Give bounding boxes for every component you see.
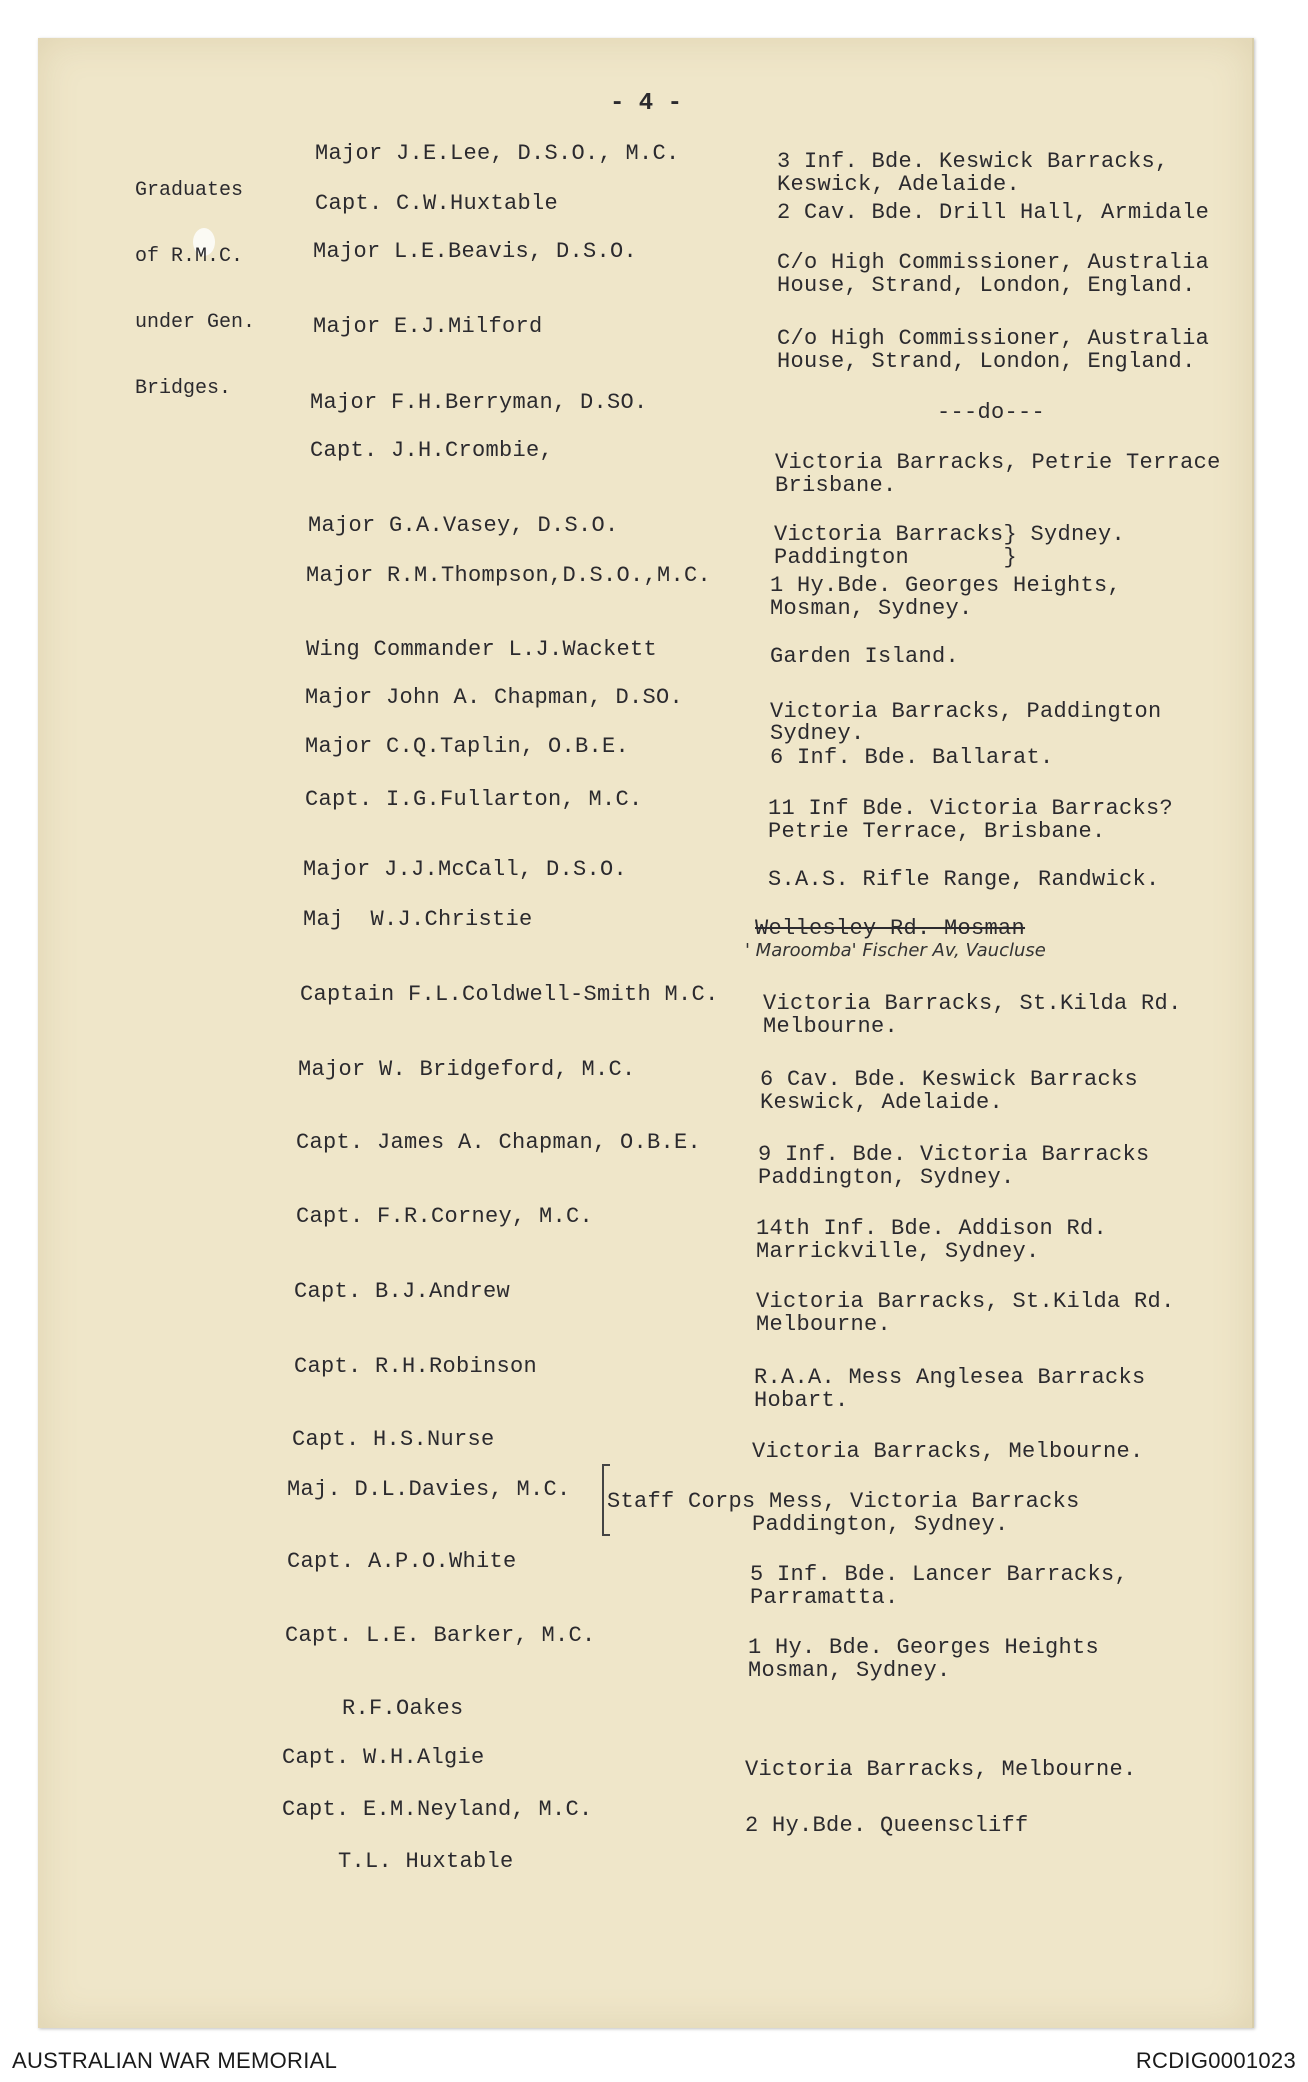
entry-name: Capt. E.M.Neyland, M.C. bbox=[282, 1797, 593, 1822]
entry-name: Major W. Bridgeford, M.C. bbox=[298, 1057, 636, 1082]
entry-address-line: Keswick, Adelaide. bbox=[777, 172, 1021, 197]
entry-address-line: Victoria Barracks, Paddington bbox=[770, 699, 1162, 724]
entry-name: Capt. R.H.Robinson bbox=[294, 1354, 538, 1379]
entry-address-line: Staff Corps Mess, Victoria Barracks bbox=[607, 1489, 1080, 1514]
entry-address-line: Garden Island. bbox=[770, 644, 960, 669]
entry-address-line: House, Strand, London, England. bbox=[777, 349, 1196, 374]
entry-address-line: Keswick, Adelaide. bbox=[760, 1090, 1004, 1115]
entry-name: Capt. H.S.Nurse bbox=[292, 1427, 495, 1452]
entry-address-line: 6 Inf. Bde. Ballarat. bbox=[770, 745, 1054, 770]
entry-name: Major E.J.Milford bbox=[313, 314, 543, 339]
entry-address-line: Mosman, Sydney. bbox=[770, 596, 973, 621]
entry-address-line: Hobart. bbox=[754, 1388, 849, 1413]
footer-archive-name: AUSTRALIAN WAR MEMORIAL bbox=[12, 2048, 338, 2073]
entry-address-line: R.A.A. Mess Anglesea Barracks bbox=[754, 1365, 1146, 1390]
entry-name: Maj. D.L.Davies, M.C. bbox=[287, 1477, 571, 1502]
entry-name: T.L. Huxtable bbox=[338, 1849, 514, 1874]
entry-name: Captain F.L.Coldwell-Smith M.C. bbox=[300, 982, 719, 1007]
page-number: - 4 - bbox=[610, 90, 683, 117]
entry-address-line: C/o High Commissioner, Australia bbox=[777, 326, 1210, 351]
entry-address-line: Paddington } bbox=[774, 545, 1018, 570]
margin-note-line: of R.M.C. bbox=[135, 245, 244, 268]
entry-address-line: Marrickville, Sydney. bbox=[756, 1239, 1040, 1264]
entry-name: Capt. I.G.Fullarton, M.C. bbox=[305, 787, 643, 812]
entry-address-line: House, Strand, London, England. bbox=[777, 273, 1196, 298]
entry-name: Major L.E.Beavis, D.S.O. bbox=[313, 239, 638, 264]
entry-address-line: 5 Inf. Bde. Lancer Barracks, bbox=[750, 1562, 1129, 1587]
entry-address-line: 9 Inf. Bde. Victoria Barracks bbox=[758, 1142, 1150, 1167]
entry-name: Major John A. Chapman, D.SO. bbox=[305, 685, 684, 710]
entry-name: Wing Commander L.J.Wackett bbox=[306, 637, 658, 662]
entry-address-line: Melbourne. bbox=[763, 1014, 899, 1039]
entry-address-line: Victoria Barracks, St.Kilda Rd. bbox=[756, 1289, 1175, 1314]
entry-name: Major J.J.McCall, D.S.O. bbox=[303, 857, 628, 882]
entry-address-line: 11 Inf Bde. Victoria Barracks? bbox=[768, 796, 1174, 821]
entry-name: Capt. B.J.Andrew bbox=[294, 1279, 511, 1304]
entry-name: Major F.H.Berryman, D.SO. bbox=[310, 390, 648, 415]
entry-address-line: 3 Inf. Bde. Keswick Barracks, bbox=[777, 149, 1169, 174]
entry-name: R.F.Oakes bbox=[342, 1696, 464, 1721]
entry-address-line: Sydney. bbox=[770, 721, 865, 746]
entry-address-line: ---do--- bbox=[937, 400, 1046, 425]
entry-address-line: Victoria Barracks, Melbourne. bbox=[752, 1439, 1144, 1464]
struck-address: Wellesley Rd. Mosman bbox=[755, 916, 1026, 941]
margin-note-line: under Gen. bbox=[135, 311, 256, 334]
entry-name: Major C.Q.Taplin, O.B.E. bbox=[305, 734, 630, 759]
entry-address-line: Parramatta. bbox=[750, 1585, 899, 1610]
entry-name: Capt. James A. Chapman, O.B.E. bbox=[296, 1130, 702, 1155]
entry-address-line: 1 Hy.Bde. Georges Heights, bbox=[770, 573, 1122, 598]
entry-name: Capt. W.H.Algie bbox=[282, 1745, 485, 1770]
entry-address-line: Petrie Terrace, Brisbane. bbox=[768, 819, 1106, 844]
entry-address-line: Mosman, Sydney. bbox=[748, 1658, 951, 1683]
entry-name: Capt. F.R.Corney, M.C. bbox=[296, 1204, 594, 1229]
entry-address-line: Melbourne. bbox=[756, 1312, 892, 1337]
entry-address-line: S.A.S. Rifle Range, Randwick. bbox=[768, 867, 1160, 892]
entry-name: Capt. J.H.Crombie, bbox=[310, 438, 554, 463]
entry-address-line: Victoria Barracks, Melbourne. bbox=[745, 1757, 1137, 1782]
entry-address-line: 6 Cav. Bde. Keswick Barracks bbox=[760, 1067, 1139, 1092]
margin-note-line: Bridges. bbox=[135, 377, 232, 400]
entry-address-line: Paddington, Sydney. bbox=[752, 1512, 1009, 1537]
entry-address-line: Brisbane. bbox=[775, 473, 897, 498]
entry-address-line: C/o High Commissioner, Australia bbox=[777, 250, 1210, 275]
entry-address-line: 1 Hy. Bde. Georges Heights bbox=[748, 1635, 1100, 1660]
margin-note-line: Graduates bbox=[135, 179, 244, 202]
entry-address-line: Victoria Barracks} Sydney. bbox=[774, 522, 1126, 547]
handwritten-address: ' Maroomba' Fischer Av, Vaucluse bbox=[745, 940, 1046, 961]
entry-name: Capt. A.P.O.White bbox=[287, 1549, 517, 1574]
entry-address-line: Paddington, Sydney. bbox=[758, 1165, 1015, 1190]
entry-address-line: Victoria Barracks, Petrie Terrace bbox=[775, 450, 1221, 475]
entry-address-line: 2 Cav. Bde. Drill Hall, Armidale bbox=[777, 200, 1210, 225]
footer-record-id: RCDIG0001023 bbox=[1135, 2048, 1296, 2073]
entry-name: Major G.A.Vasey, D.S.O. bbox=[308, 513, 619, 538]
entry-address-line: 2 Hy.Bde. Queenscliff bbox=[745, 1813, 1029, 1838]
entry-name: Capt. C.W.Huxtable bbox=[315, 191, 559, 216]
entry-name: Capt. L.E. Barker, M.C. bbox=[285, 1623, 596, 1648]
margin-note bbox=[135, 136, 285, 422]
entry-name: Major R.M.Thompson,D.S.O.,M.C. bbox=[306, 563, 712, 588]
entry-address-line: 14th Inf. Bde. Addison Rd. bbox=[756, 1216, 1108, 1241]
entry-name: Major J.E.Lee, D.S.O., M.C. bbox=[315, 141, 680, 166]
entry-address-line: Victoria Barracks, St.Kilda Rd. bbox=[763, 991, 1182, 1016]
entry-name: Maj W.J.Christie bbox=[303, 907, 533, 932]
